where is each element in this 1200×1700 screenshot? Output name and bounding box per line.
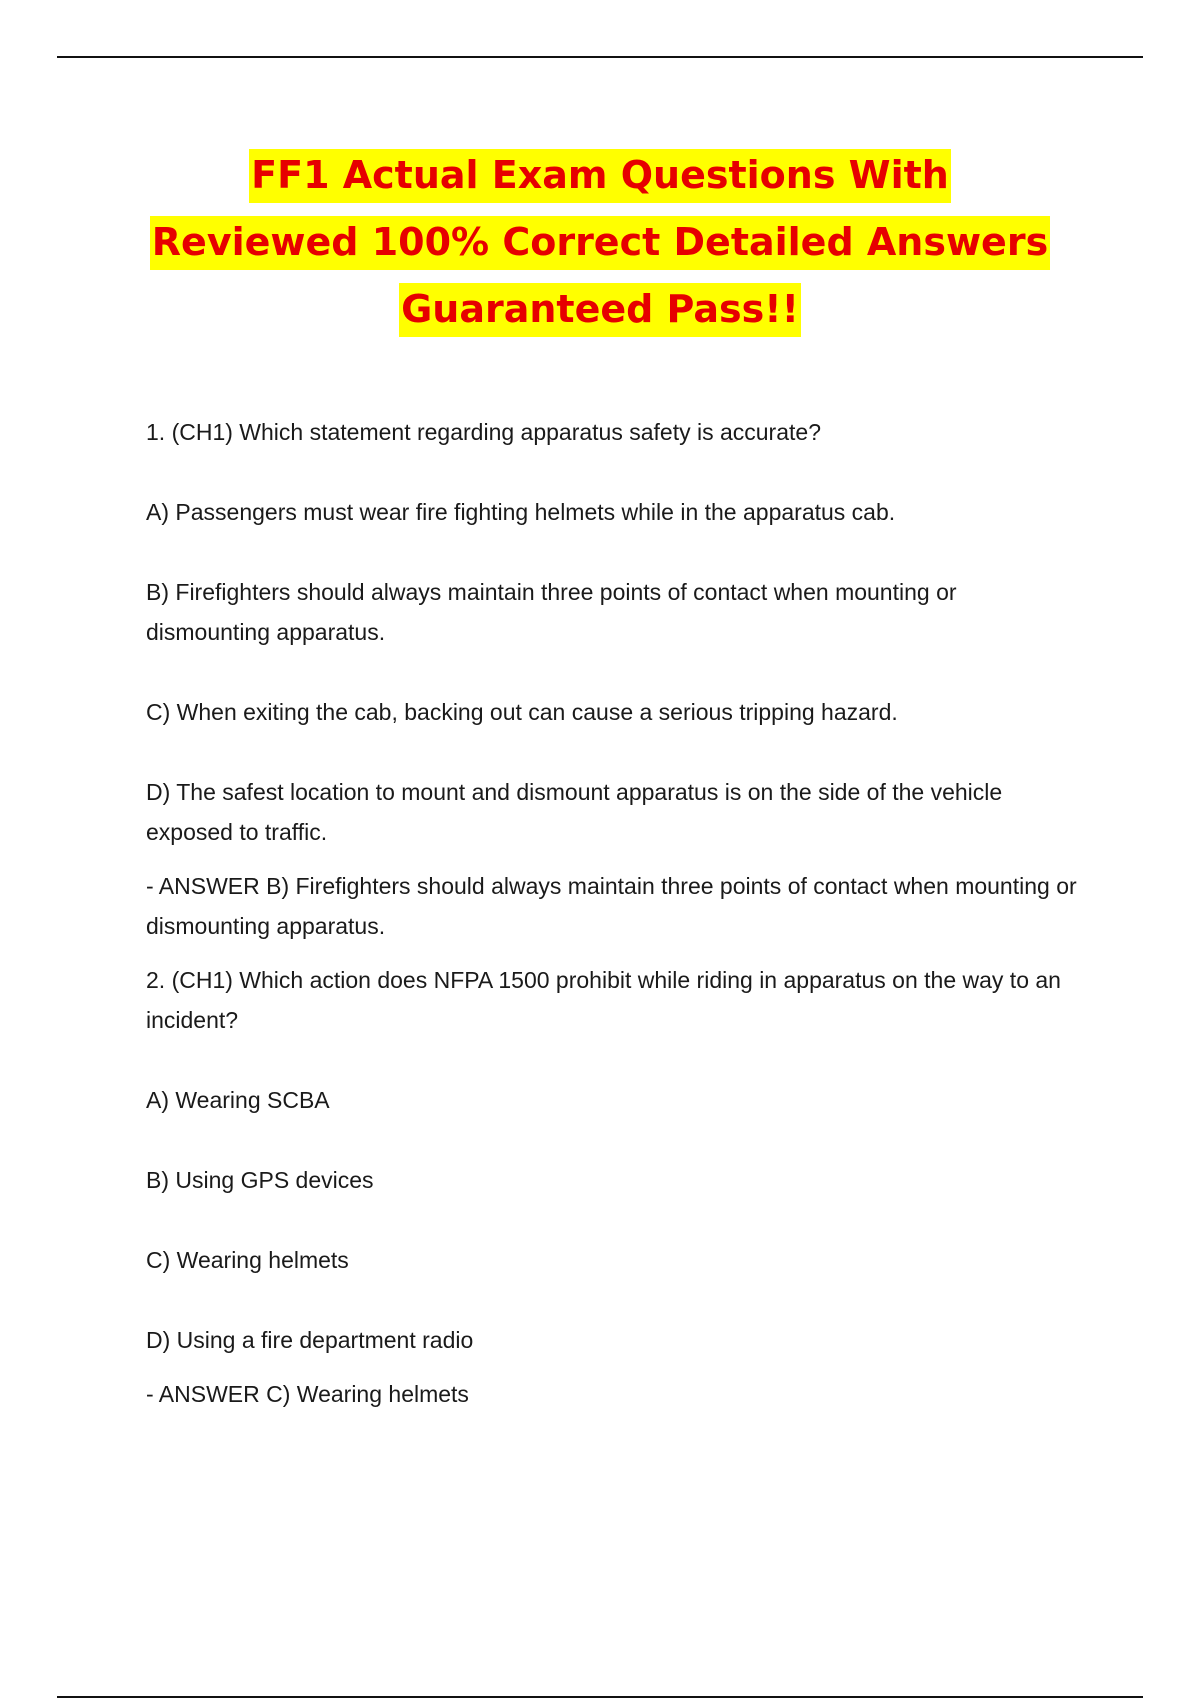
question-text: 1. (CH1) Which statement regarding apparatus safety is accurate? xyxy=(146,419,821,445)
answer-option-a: A) Wearing SCBA xyxy=(146,1087,330,1113)
correct-answer: - ANSWER C) Wearing helmets xyxy=(146,1381,469,1407)
question-block-2 xyxy=(146,960,1086,1414)
correct-answer: - ANSWER B) Firefighters should always maintain three points of contact when mounting or dismounting apparatus. xyxy=(146,873,1077,939)
title-line-2: Reviewed 100% Correct Detailed Answers xyxy=(150,216,1050,270)
top-rule xyxy=(57,56,1143,58)
document-title xyxy=(60,142,1140,343)
answer-option-b: B) Firefighters should always maintain three points of contact when mounting or dismounting apparatus. xyxy=(146,579,957,645)
title-line-3: Guaranteed Pass!! xyxy=(399,283,801,337)
answer-option-d: D) Using a fire department radio xyxy=(146,1327,474,1353)
answer-option-a: A) Passengers must wear fire fighting helmets while in the apparatus cab. xyxy=(146,499,896,525)
question-text: 2. (CH1) Which action does NFPA 1500 prohibit while riding in apparatus on the way to an incident? xyxy=(146,967,1061,1033)
bottom-rule xyxy=(57,1696,1143,1698)
answer-option-c: C) When exiting the cab, backing out can cause a serious tripping hazard. xyxy=(146,699,898,725)
answer-option-c: C) Wearing helmets xyxy=(146,1247,349,1273)
answer-option-d: D) The safest location to mount and dismount apparatus is on the side of the vehicle exposed to traffic. xyxy=(146,779,1003,845)
document-body xyxy=(146,412,1086,1414)
answer-option-b: B) Using GPS devices xyxy=(146,1167,374,1193)
title-line-1: FF1 Actual Exam Questions With xyxy=(249,149,951,203)
question-block-1 xyxy=(146,412,1086,946)
